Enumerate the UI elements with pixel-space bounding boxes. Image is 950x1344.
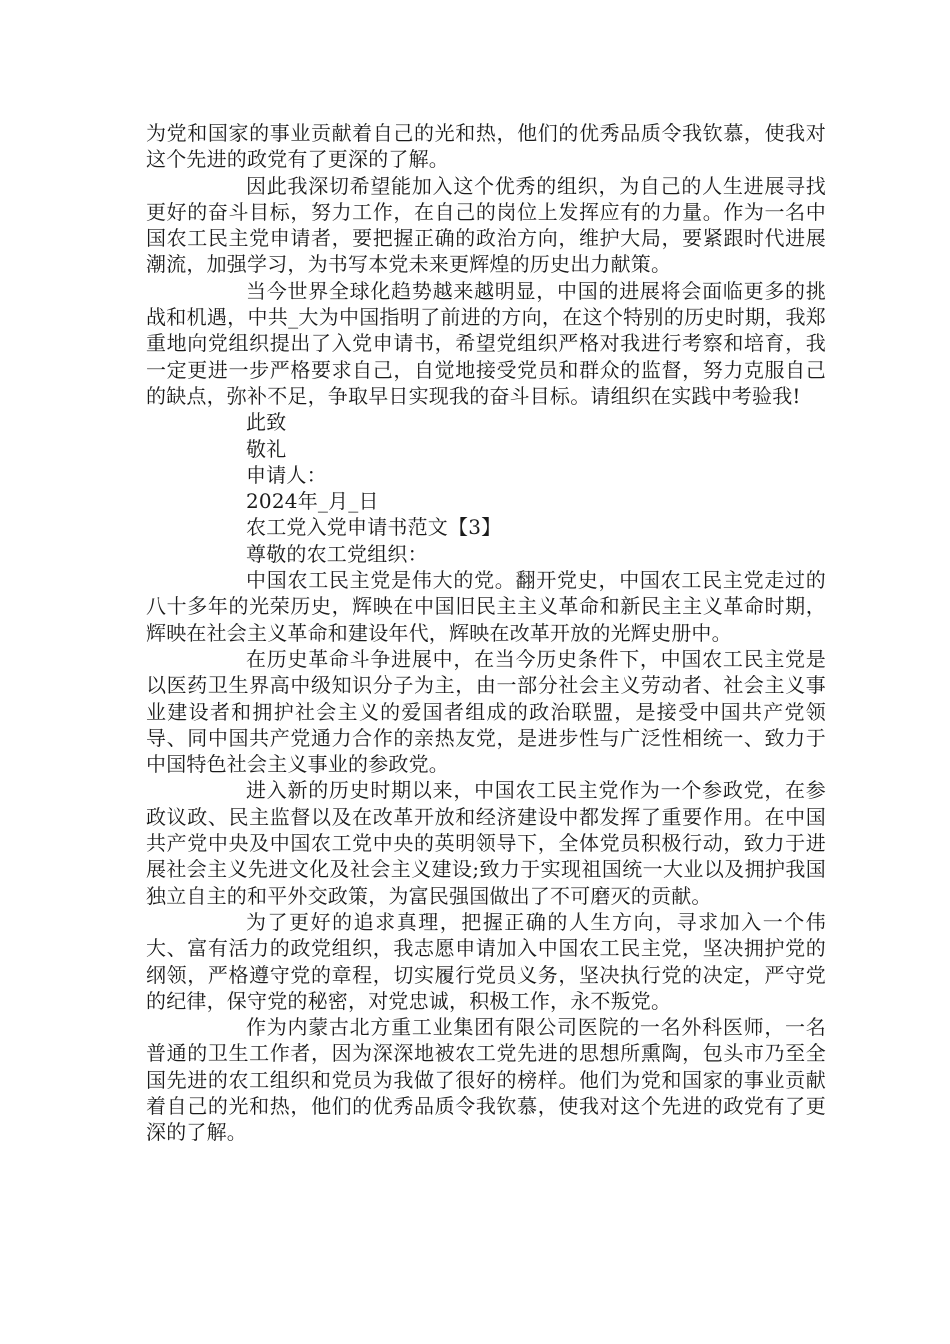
paragraph: 中国农工民主党是伟大的党。翻开党史，中国农工民主党走过的八十多年的光荣历史，辉映在中国旧民主主义革命和新民主主义革命时期，辉映在社会主义革命和建设年代，辉映在改革开放的光辉史册中。 [146,568,826,645]
paragraph: 作为内蒙古北方重工业集团有限公司医院的一名外科医师，一名普通的卫生工作者，因为深深地被农工党先进的思想所熏陶，包头市乃至全国先进的农工组织和党员为我做了很好的榜样。他们为党和国家的事业贡献着自己的光和热，他们的优秀品质令我钦慕，使我对这个先进的政党有了更深的了解。 [146,1015,826,1145]
paragraph: 因此我深切希望能加入这个优秀的组织，为自己的人生进展寻找更好的奋斗目标，努力工作，在自己的岗位上发挥应有的力量。作为一名中国农工民主党申请者，要把握正确的政治方向，维护大局，要紧跟时代进展潮流，加强学习，为书写本党未来更辉煌的历史出力献策。 [146,173,826,277]
section-title: 农工党入党申请书范文【3】 [246,515,502,540]
applicant-line: 申请人： [246,462,327,487]
paragraph: 为了更好的追求真理，把握正确的人生方向，寻求加入一个伟大、富有活力的政党组织，我志愿申请加入中国农工民主党，坚决拥护党的纲领，严格遵守党的章程，切实履行党员义务，坚决执行党的决定，严守党的纪律，保守党的秘密，对党忠诚，积极工作，永不叛党。 [146,909,826,1013]
paragraph: 为党和国家的事业贡献着自己的光和热，他们的优秀品质令我钦慕，使我对这个先进的政党有了更深的了解。 [146,121,826,172]
closing-line: 敬礼 [246,436,287,461]
paragraph: 在历史革命斗争进展中，在当今历史条件下，中国农工民主党是以医药卫生界高中级知识分子为主，由一部分社会主义劳动者、社会主义事业建设者和拥护社会主义的爱国者组成的政治联盟，是接受中国共产党领导、同中国共产党通力合作的亲热友党，是进步性与广泛性相统一、致力于中国特色社会主义事业的参政党。 [146,646,826,777]
closing-line: 此致 [246,410,287,435]
paragraph: 当今世界全球化趋势越来越明显，中国的进展将会面临更多的挑战和机遇，中共_大为中国指明了前进的方向，在这个特别的历史时期，我郑重地向党组织提出了入党申请书，希望党组织严格对我进行考察和培育，我一定更进一步严格要求自己，自觉地接受党员和群众的监督，努力克服自己的缺点，弥补不足，争取早日实现我的奋斗目标。请组织在实践中考验我! [146,278,826,408]
paragraph: 进入新的历史时期以来，中国农工民主党作为一个参政党，在参政议政、民主监督以及在改革开放和经济建设中都发挥了重要作用。在中国共产党中央及中国农工党中央的英明领导下，全体党员积极行动，致力于进展社会主义先进文化及社会主义建设;致力于实现祖国统一大业以及拥护我国独立自主的和平外交政策，为富民强国做出了不可磨灭的贡献。 [146,778,826,908]
document-body [146,120,826,1146]
date-line: 2024年_月_日 [246,489,379,514]
salutation: 尊敬的农工党组织： [246,541,428,566]
